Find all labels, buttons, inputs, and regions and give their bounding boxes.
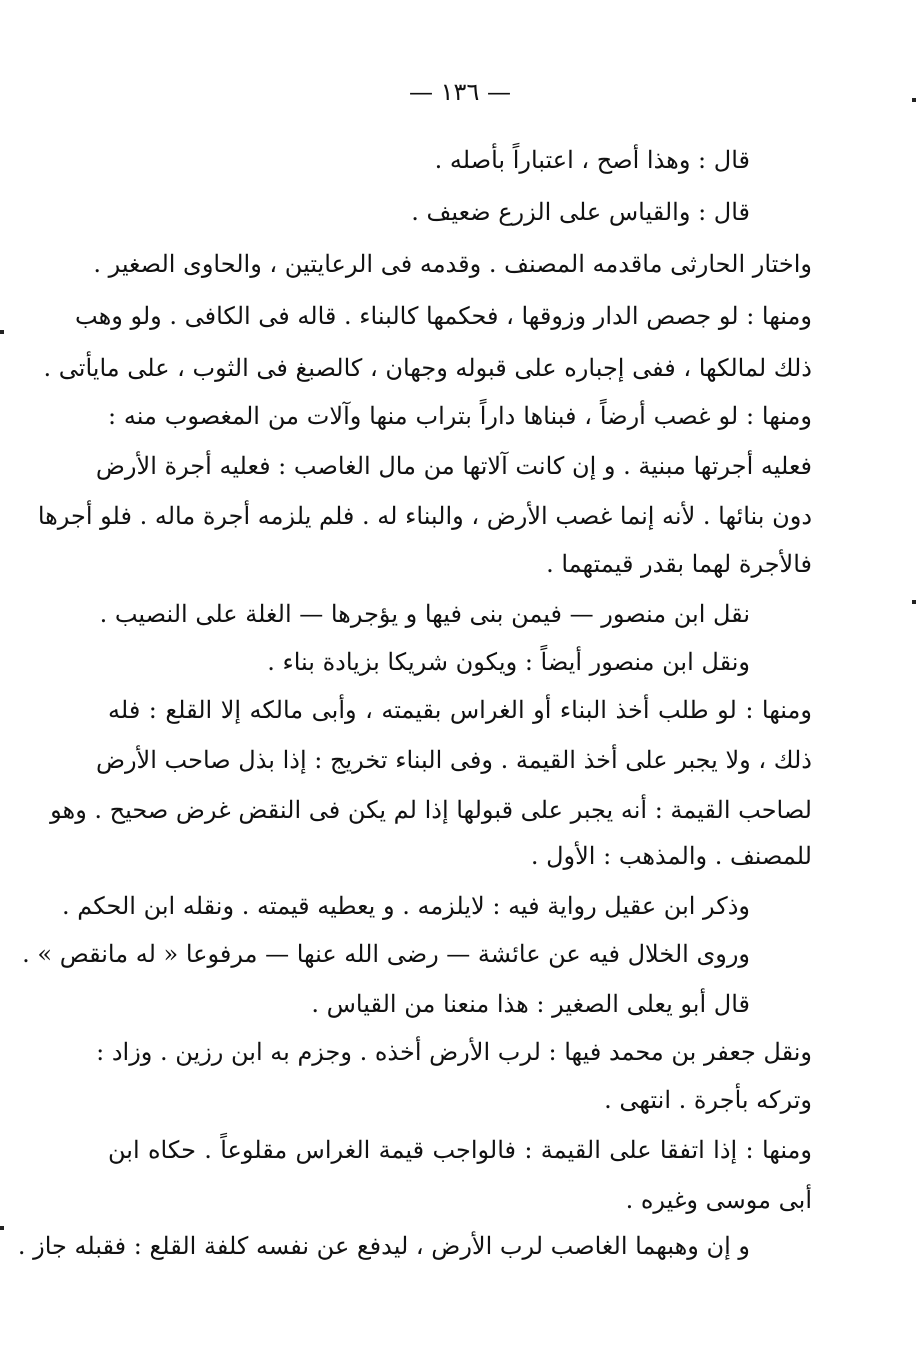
- text-line: قال : والقياس على الزرع ضعيف .: [411, 198, 750, 226]
- text-line: فالأجرة لهما بقدر قيمتهما .: [546, 550, 812, 578]
- text-line: ذلك لمالكها ، ففى إجباره على قبوله وجهان ، كالصبغ فى الثوب ، على مايأتى .: [43, 354, 812, 382]
- text-line: ومنها : لو طلب أخذ البناء أو الغراس بقيمته ، وأبى مالكه إلا القلع : فله: [108, 696, 812, 724]
- text-line: قال : وهذا أصح ، اعتباراً بأصله .: [434, 146, 750, 174]
- scan-speck: [0, 1226, 4, 1230]
- page-number: — ١٣٦ —: [409, 78, 511, 106]
- text-line: قال أبو يعلى الصغير : هذا منعنا من القياس .: [311, 990, 750, 1018]
- text-line: وذكر ابن عقيل رواية فيه : لايلزمه . و يعطيه قيمته . ونقله ابن الحكم .: [62, 892, 750, 920]
- text-line: و إن وهبهما الغاصب لرب الأرض ، ليدفع عن نفسه كلفة القلع : فقبله جاز .: [17, 1232, 750, 1260]
- text-line: نقل ابن منصور — فيمن بنى فيها و يؤجرها — الغلة على النصيب .: [99, 600, 750, 628]
- text-line: ذلك ، ولا يجبر على أخذ القيمة . وفى البناء تخريج : إذا بذل صاحب الأرض: [95, 746, 812, 774]
- scan-speck: [912, 600, 916, 604]
- text-line: لصاحب القيمة : أنه يجبر على قبولها إذا لم يكن فى النقض غرض صحيح . وهو: [50, 796, 812, 824]
- text-line: فعليه أجرتها مبنية . و إن كانت آلاتها من مال الغاصب : فعليه أجرة الأرض: [95, 452, 812, 480]
- scan-speck: [0, 330, 4, 334]
- text-line: ونقل ابن منصور أيضاً : ويكون شريكا بزيادة بناء .: [267, 648, 750, 676]
- text-line: ونقل جعفر بن محمد فيها : لرب الأرض أخذه . وجزم به ابن رزين . وزاد :: [96, 1038, 812, 1066]
- text-line: ومنها : إذا اتفقا على القيمة : فالواجب قيمة الغراس مقلوعاً . حكاه ابن: [108, 1136, 813, 1164]
- text-line: وتركه بأجرة . انتهى .: [604, 1086, 812, 1114]
- text-line: ومنها : لو غصب أرضاً ، فبناها داراً بتراب منها وآلات من المغصوب منه :: [108, 402, 812, 430]
- text-line: واختار الحارثى ماقدمه المصنف . وقدمه فى الرعايتين ، والحاوى الصغير .: [93, 250, 812, 278]
- text-line: وروى الخلال فيه عن عائشة — رضى الله عنها — مرفوعا « له مانقص » .: [22, 940, 750, 968]
- scan-speck: [912, 98, 916, 102]
- text-line: أبى موسى وغيره .: [625, 1186, 812, 1214]
- text-line: للمصنف . والمذهب : الأول .: [530, 842, 812, 870]
- text-line: دون بنائها . لأنه إنما غصب الأرض ، والبناء له . فلم يلزمه أجرة ماله . فلو أجرها: [37, 502, 812, 530]
- text-line: ومنها : لو جصص الدار وزوقها ، فحكمها كالبناء . قاله فى الكافى . ولو وهب: [75, 302, 812, 330]
